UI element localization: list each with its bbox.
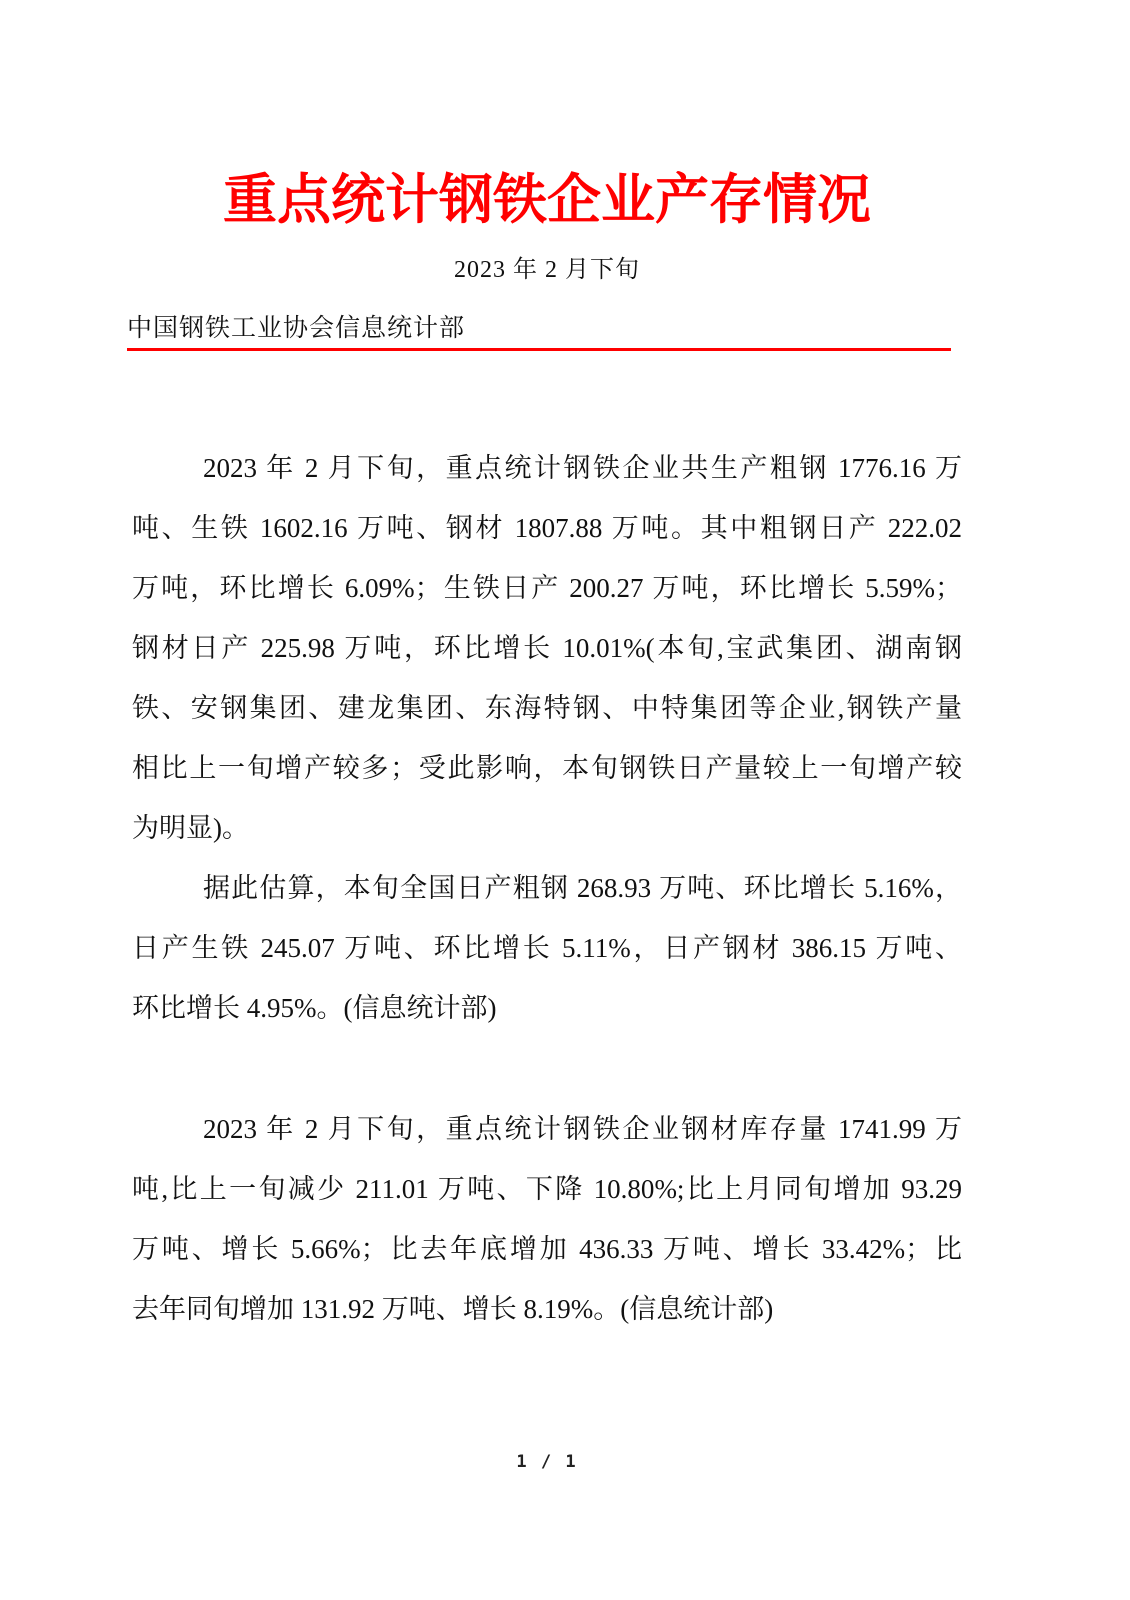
page-title: 重点统计钢铁企业产存情况 bbox=[223, 167, 871, 231]
body-line: 为明显)。 bbox=[132, 813, 249, 843]
paragraph bbox=[132, 438, 962, 858]
body-line: 吨,比上一旬减少 211.01 万吨、下降 10.80%;比上月同旬增加 93.29 bbox=[132, 1174, 962, 1204]
body-line: 日产生铁 245.07 万吨、环比增长 5.11%，日产钢材 386.15 万吨、 bbox=[132, 933, 962, 963]
body-line: 吨、生铁 1602.16 万吨、钢材 1807.88 万吨。其中粗钢日产 222.02 bbox=[132, 513, 962, 543]
body-line: 相比上一旬增产较多；受此影响，本旬钢铁日产量较上一旬增产较 bbox=[132, 753, 962, 783]
paragraph bbox=[132, 858, 962, 1038]
department-name-with-rule: 中国钢铁工业协会信息统计部 bbox=[127, 312, 951, 351]
document-body bbox=[132, 438, 962, 1339]
report-period-subtitle: 2023 年 2 月下旬 bbox=[454, 257, 640, 283]
body-line: 2023 年 2 月下旬，重点统计钢铁企业钢材库存量 1741.99 万 bbox=[203, 1114, 962, 1144]
body-line: 环比增长 4.95%。(信息统计部) bbox=[132, 993, 497, 1023]
body-line: 万吨、增长 5.66%；比去年底增加 436.33 万吨、增长 33.42%；比 bbox=[132, 1234, 962, 1264]
body-line: 钢材日产 225.98 万吨，环比增长 10.01%(本旬,宝武集团、湖南钢 bbox=[132, 633, 962, 663]
body-line: 据此估算，本旬全国日产粗钢 268.93 万吨、环比增长 5.16%， bbox=[203, 873, 962, 903]
body-line: 万吨，环比增长 6.09%；生铁日产 200.27 万吨，环比增长 5.59%； bbox=[132, 573, 962, 603]
page-number-indicator: 1 / 1 bbox=[516, 1452, 578, 1472]
paragraph bbox=[132, 1099, 962, 1339]
body-line: 铁、安钢集团、建龙集团、东海特钢、中特集团等企业,钢铁产量 bbox=[132, 693, 962, 723]
body-line: 去年同旬增加 131.92 万吨、增长 8.19%。(信息统计部) bbox=[132, 1294, 774, 1324]
body-line: 2023 年 2 月下旬，重点统计钢铁企业共生产粗钢 1776.16 万 bbox=[203, 453, 962, 483]
